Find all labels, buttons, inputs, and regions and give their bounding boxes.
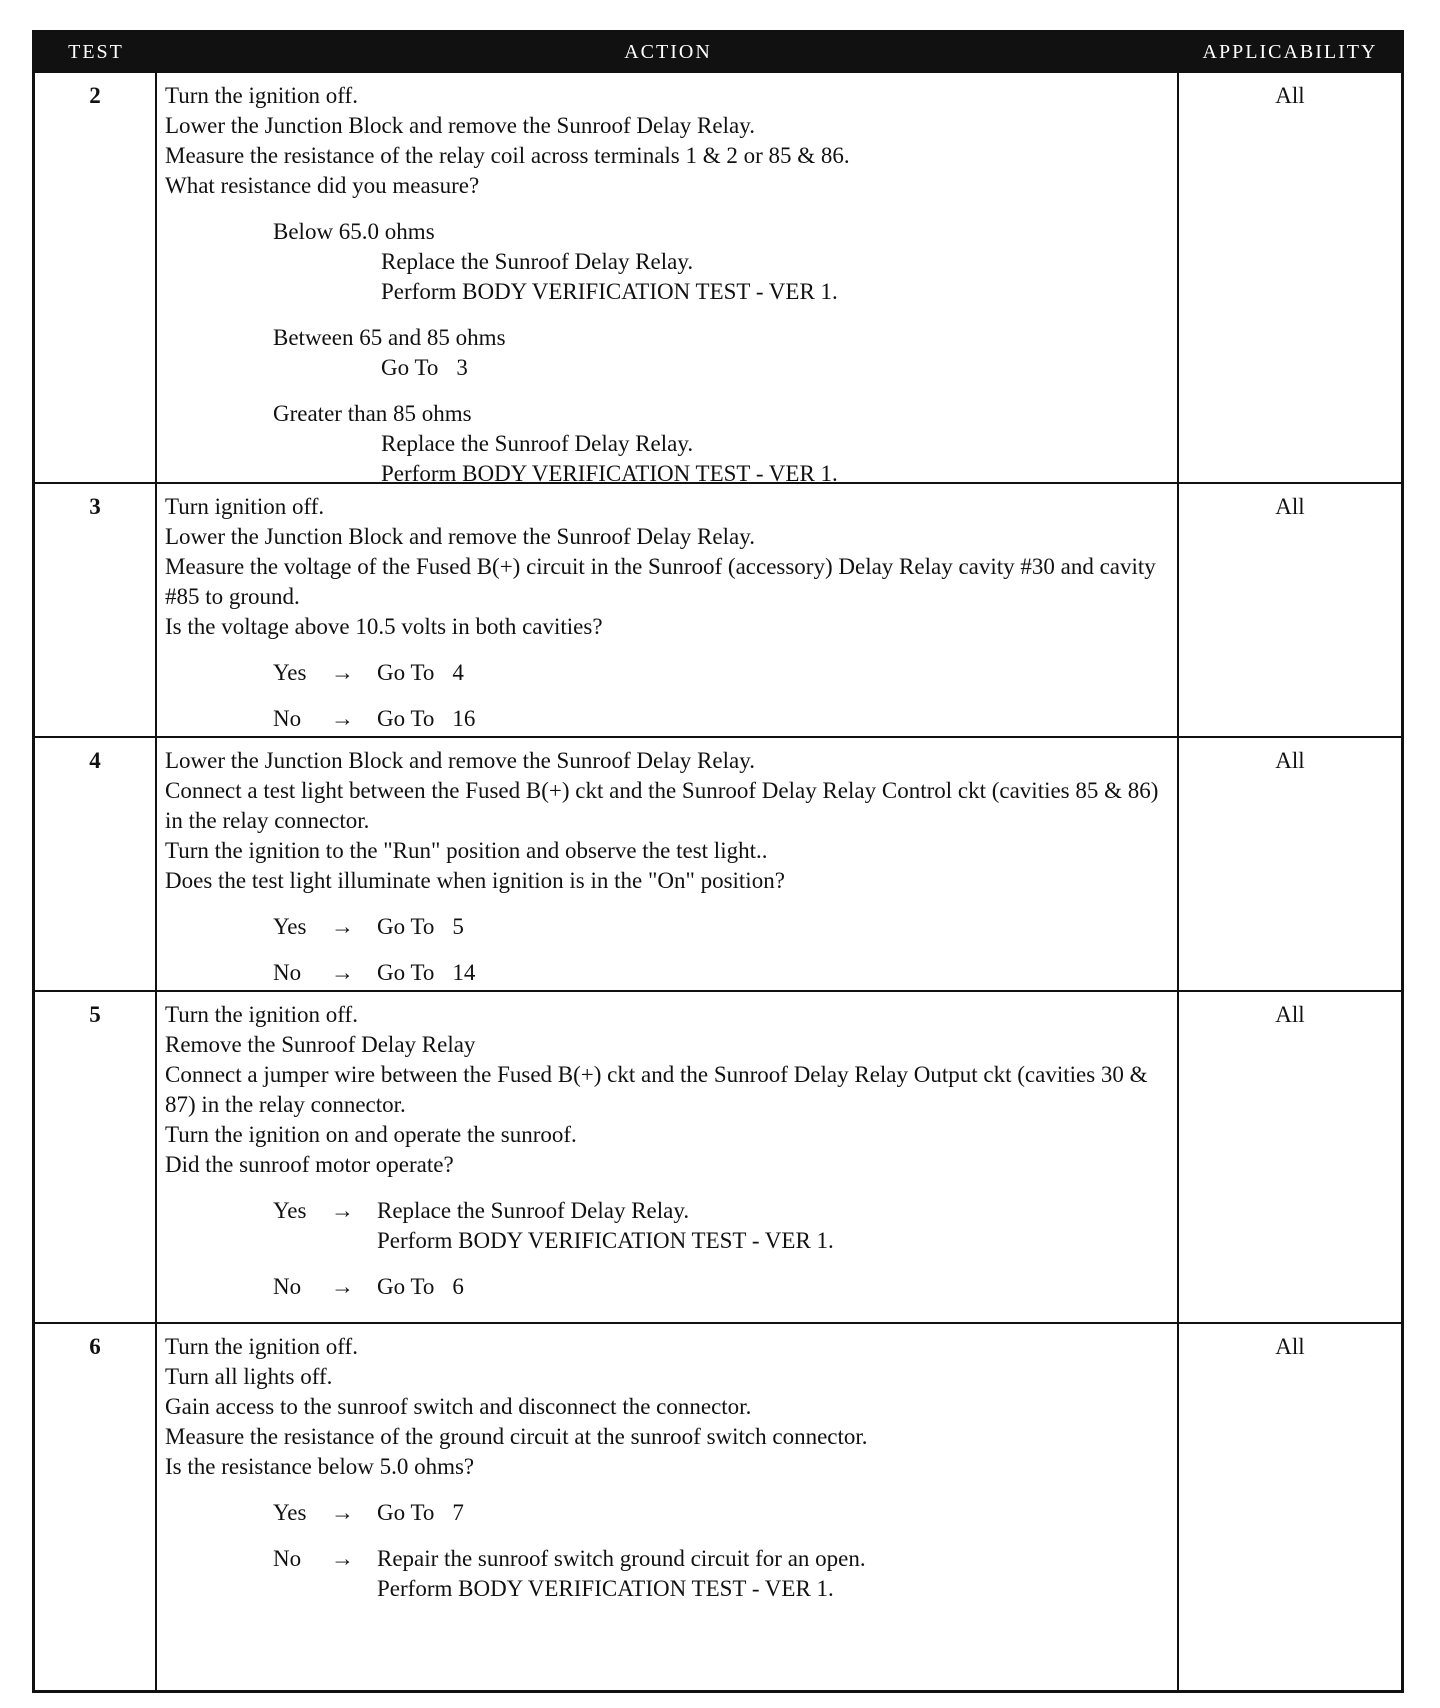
outcome-label: Between 65 and 85 ohms [273, 325, 506, 350]
goto-number: 5 [452, 914, 464, 939]
table-row-test-5 [35, 990, 1401, 1322]
step: Turn ignition off. [165, 494, 325, 519]
step: Connect a jumper wire between the Fused B(+) ckt and the Sunroof Delay Relay Output ckt (cavities 30 & 87) in the relay connector. [165, 1062, 1148, 1117]
test-number: 5 [35, 992, 157, 1322]
step: Turn the ignition off. [165, 83, 358, 108]
table-row-test-4 [35, 736, 1401, 990]
arrow-right-icon: → [331, 1198, 354, 1223]
answer-value [377, 1272, 1171, 1302]
applicability: All [1275, 1334, 1305, 1359]
outcome-goto [165, 353, 1171, 383]
answer-no [165, 1272, 1171, 1302]
answer-value [377, 958, 1171, 988]
step: Measure the voltage of the Fused B(+) circuit in the Sunroof (accessory) Delay Relay cavity #30 and cavity #85 to ground. [165, 554, 1156, 609]
goto-label: Go To [377, 960, 435, 985]
applicability: All [1275, 83, 1305, 108]
goto-label: Go To [377, 1274, 435, 1299]
answer-key: Yes [273, 1500, 307, 1525]
arrow-right-icon: → [331, 960, 354, 985]
answer-yes [165, 1196, 1171, 1256]
action-cell [157, 738, 1179, 990]
arrow-right-icon: → [331, 1546, 354, 1571]
applicability: All [1275, 748, 1305, 773]
step: What resistance did you measure? [165, 173, 480, 198]
table-row-test-2 [35, 71, 1401, 486]
action-cell [157, 484, 1179, 736]
step: Turn the ignition off. [165, 1334, 358, 1359]
answer-key: Yes [273, 914, 307, 939]
answer-no [165, 958, 1171, 988]
answer-value [377, 704, 1171, 734]
step: Did the sunroof motor operate? [165, 1152, 454, 1177]
step: Remove the Sunroof Delay Relay [165, 1032, 476, 1057]
answer-yes [165, 658, 1171, 688]
answer-no [165, 1544, 1171, 1604]
goto-label: Go To [377, 706, 435, 731]
arrow-right-icon: → [331, 660, 354, 685]
answer-yes [165, 912, 1171, 942]
answer-value [377, 912, 1171, 942]
test-number: 4 [35, 738, 157, 990]
arrow-right-icon: → [331, 1500, 354, 1525]
test-number: 3 [35, 484, 157, 736]
outcome-line: Perform BODY VERIFICATION TEST - VER 1. [381, 461, 838, 486]
step: Turn the ignition to the "Run" position and observe the test light.. [165, 838, 768, 863]
step: Lower the Junction Block and remove the Sunroof Delay Relay. [165, 524, 755, 549]
step: Turn all lights off. [165, 1364, 333, 1389]
step: Lower the Junction Block and remove the Sunroof Delay Relay. [165, 748, 755, 773]
goto-label: Go To [377, 1500, 435, 1525]
header-action: ACTION [624, 41, 712, 63]
test-number: 2 [35, 73, 157, 482]
outcome [165, 217, 1171, 307]
answer-line: Replace the Sunroof Delay Relay. [377, 1198, 690, 1223]
answer-value [377, 1196, 1171, 1256]
goto-label: Go To [377, 914, 435, 939]
header-applicability: APPLICABILITY [1202, 41, 1378, 63]
goto-number: 4 [452, 660, 464, 685]
answer-value [377, 1544, 1171, 1604]
table-row-test-3 [35, 482, 1401, 736]
step: Does the test light illuminate when ignition is in the "On" position? [165, 868, 785, 893]
outcome-label: Greater than 85 ohms [273, 401, 472, 426]
answer-key: No [273, 1274, 302, 1299]
step: Measure the resistance of the ground circuit at the sunroof switch connector. [165, 1424, 868, 1449]
step: Is the resistance below 5.0 ohms? [165, 1454, 475, 1479]
goto-number: 7 [452, 1500, 464, 1525]
goto-label: Go To [381, 355, 439, 380]
step: Turn the ignition on and operate the sunroof. [165, 1122, 577, 1147]
test-number: 6 [35, 1324, 157, 1690]
goto-number: 16 [452, 706, 476, 731]
action-cell [157, 992, 1179, 1322]
outcome [165, 323, 1171, 383]
outcome [165, 399, 1171, 489]
table-header [35, 33, 1401, 73]
answer-key: Yes [273, 1198, 307, 1223]
arrow-right-icon: → [331, 914, 354, 939]
outcome-label: Below 65.0 ohms [273, 219, 435, 244]
action-cell [157, 1324, 1179, 1690]
answer-key: Yes [273, 660, 307, 685]
answer-key: No [273, 706, 302, 731]
answer-line: Repair the sunroof switch ground circuit for an open. [377, 1546, 866, 1571]
outcome-line: Replace the Sunroof Delay Relay. [381, 431, 694, 456]
diagnostic-test-table [32, 30, 1404, 1693]
header-test: TEST [68, 41, 124, 63]
answer-key: No [273, 1546, 302, 1571]
outcome-line: Replace the Sunroof Delay Relay. [381, 249, 694, 274]
goto-number: 14 [452, 960, 476, 985]
table-row-test-6 [35, 1322, 1401, 1690]
applicability: All [1275, 494, 1305, 519]
answer-key: No [273, 960, 302, 985]
arrow-right-icon: → [331, 1274, 354, 1299]
outcome-line: Perform BODY VERIFICATION TEST - VER 1. [381, 279, 838, 304]
applicability: All [1275, 1002, 1305, 1027]
step: Is the voltage above 10.5 volts in both cavities? [165, 614, 603, 639]
answer-line: Perform BODY VERIFICATION TEST - VER 1. [377, 1228, 834, 1253]
step: Connect a test light between the Fused B(+) ckt and the Sunroof Delay Relay Control ckt (cavities 85 & 86) in the relay connector. [165, 778, 1159, 833]
answer-value [377, 658, 1171, 688]
answer-line: Perform BODY VERIFICATION TEST - VER 1. [377, 1576, 834, 1601]
answer-yes [165, 1498, 1171, 1528]
step: Lower the Junction Block and remove the Sunroof Delay Relay. [165, 113, 755, 138]
answer-value [377, 1498, 1171, 1528]
action-cell [157, 73, 1179, 486]
step: Gain access to the sunroof switch and disconnect the connector. [165, 1394, 752, 1419]
step: Turn the ignition off. [165, 1002, 358, 1027]
arrow-right-icon: → [331, 706, 354, 731]
goto-number: 3 [456, 355, 468, 380]
step: Measure the resistance of the relay coil across terminals 1 & 2 or 85 & 86. [165, 143, 850, 168]
goto-label: Go To [377, 660, 435, 685]
goto-number: 6 [452, 1274, 464, 1299]
answer-no [165, 704, 1171, 734]
